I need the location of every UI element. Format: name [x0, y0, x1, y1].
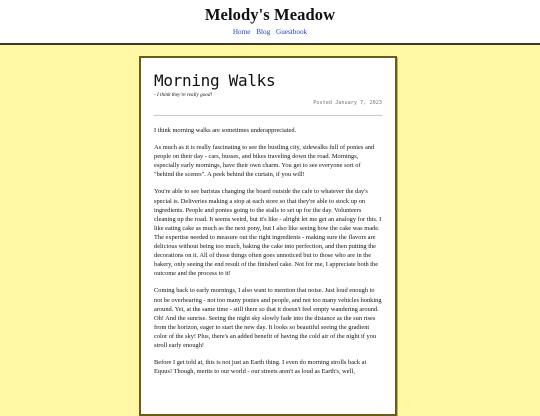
- post-paragraph: As much as it is really fascinating to see the bustling city, sidewalks full of ponies and people on their day - cars, busses, and bikes traveling down the road. Mornings, especially early mornings, have their own charm. You get to see everyone sort of "behind the scenes". A peek behind the curtain, if you will!: [154, 144, 375, 179]
- post-body: [154, 126, 382, 376]
- post-title: Morning Walks: [154, 71, 276, 90]
- blog-post: [139, 56, 397, 416]
- site-title: Melody's Meadow: [204, 5, 336, 24]
- post-paragraph: Coming back to early mornings, I also want to mention that noise. Just loud enough to not be overbearing - not too many ponies and people, and not too many vehicles honking around. Yet, at the same time - still there so that it doesn't feel empty wandering around. Oh! And the sunrise. Seeing the night sky slowly fade into the distance as the sun rises from the horizon, eager to start the new day. It looks so beautiful seeing the gradient color of the sky! Plus, there's an added benefit of having the cold air of the night if you stroll early enough!: [154, 287, 382, 349]
- post-date: Posted January 7, 2023: [313, 100, 382, 106]
- nav-link-home[interactable]: Home: [232, 28, 251, 36]
- nav-link-guestbook[interactable]: Guestbook: [276, 28, 308, 36]
- post-paragraph: Before I get told at, this is not just an Earth thing. I even do morning strolls back at Equus! Though, merits to our world - our streets aren't as loud as Earth's, well,: [154, 359, 367, 376]
- post-subtitle: - I think they're really good!: [154, 92, 213, 98]
- site-nav: [0, 28, 540, 37]
- post-divider: [154, 115, 382, 116]
- nav-link-blog[interactable]: Blog: [256, 28, 271, 36]
- post-paragraph: I think morning walks are sometimes underappreciated.: [154, 127, 297, 134]
- post-paragraph: You're able to see baristas changing the board outside the cafe to whatever the day's special is. Deliveries making a stop at each store so that they're able to stock up on ingredients. People and ponies going to the stalls to set up for the day. Volunteers cleaning up the road. It seems weird, but it's like - alright let me get an analogy for this. I like eating cake as much as the next pony, but I also like seeing how the cake was made. The expertise needed to measure out the right ingredients - making sure the flavors are delicious without being too much, baking the cake into perfection, and then putting the decorations on it. All of those things often goes unnoticed but to those who are in the bakery, only seeing the end result of the finished cake. Not for me, I appreciate both the outcome and the process to it!: [154, 188, 382, 278]
- site-header: [0, 0, 540, 45]
